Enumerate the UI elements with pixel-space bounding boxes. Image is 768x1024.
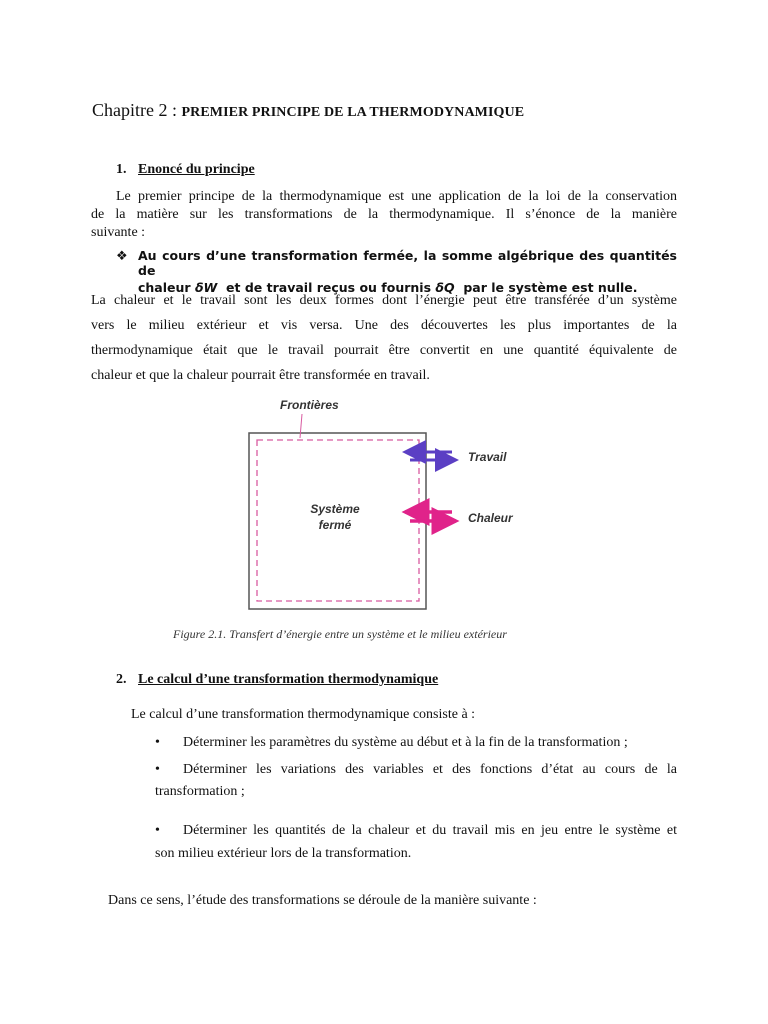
item-3-line-1: Déterminer les quantités de la chaleur et du travail mis en jeu entre le système et [183, 823, 677, 838]
section-2-number: 2. [116, 672, 127, 687]
label-boundaries: Frontières [280, 398, 339, 412]
statement-text-a: chaleur [138, 280, 191, 295]
symbol-delta-q: δQ [435, 280, 455, 295]
list-item [155, 823, 677, 862]
section-1-number: 1. [116, 162, 127, 177]
system-diagram-svg [240, 392, 540, 622]
intro-line-1: Le premier principe de la thermodynamique est une application de la loi de la conservation [116, 189, 677, 204]
item-2-line-2: transformation ; [155, 784, 245, 799]
statement-line-1: Au cours d’une transformation fermée, la somme algébrique des quantités de [138, 248, 677, 278]
chapter-label: Chapitre 2 : [92, 100, 177, 120]
statement-text-c: par le système est nulle. [463, 280, 638, 295]
section-1-title: Enoncé du principe [138, 162, 255, 177]
statement-text-b: et de travail reçus ou fournis [226, 280, 432, 295]
diamond-bullet-icon: ❖ [116, 249, 128, 264]
label-system-line-2: fermé [318, 518, 352, 532]
figure-caption: Figure 2.1. Transfert d’énergie entre un système et le milieu extérieur [173, 627, 507, 641]
symbol-delta-w: δW [194, 280, 218, 295]
section-2-intro: Le calcul d’une transformation thermodynamique consiste à : [131, 707, 476, 722]
list-item [155, 762, 677, 800]
closing-sentence: Dans ce sens, l’étude des transformations se déroule de la manière suivante : [108, 893, 537, 908]
boundary-pointer [300, 414, 302, 438]
item-2-line-1: Déterminer les variations des variables et des fonctions d’état au cours de la [183, 762, 677, 777]
item-1-text: Déterminer les paramètres du système au début et à la fin de la transformation ; [183, 735, 628, 750]
bullet-icon: • [155, 823, 160, 838]
chapter-name: PREMIER PRINCIPE DE LA THERMODYNAMIQUE [181, 105, 525, 120]
list-item [155, 735, 628, 751]
label-work: Travail [468, 450, 507, 464]
para-line-4: chaleur et que la chaleur pourrait être transformée en travail. [91, 368, 430, 383]
section-1-heading [116, 162, 255, 178]
section-1-intro [91, 188, 677, 242]
section-2-heading [116, 672, 438, 688]
section-2-title: Le calcul d’une transformation thermodynamique [138, 672, 439, 687]
para-line-2: vers le milieu extérieur et vis versa. Une des découvertes les plus importantes de la [91, 318, 677, 333]
bullet-icon: • [155, 762, 160, 777]
label-heat: Chaleur [468, 511, 513, 525]
chapter-title [92, 100, 524, 121]
intro-line-3: suivante : [91, 225, 146, 240]
label-system-line-1: Système [310, 502, 360, 516]
figure-diagram [240, 392, 540, 622]
para-line-3: thermodynamique était que le travail pourrait être convertit en une quantité équivalente de [91, 343, 677, 358]
section-1-paragraph [91, 288, 677, 388]
bullet-icon: • [155, 735, 160, 750]
intro-line-2: de la matière sur les transformations de la thermodynamique. Il s’énonce de la manière [91, 207, 677, 222]
item-3-line-2: son milieu extérieur lors de la transformation. [155, 846, 412, 861]
para-line-1: La chaleur et le travail sont les deux formes dont l’énergie peut être transférée d’un système [91, 293, 677, 308]
